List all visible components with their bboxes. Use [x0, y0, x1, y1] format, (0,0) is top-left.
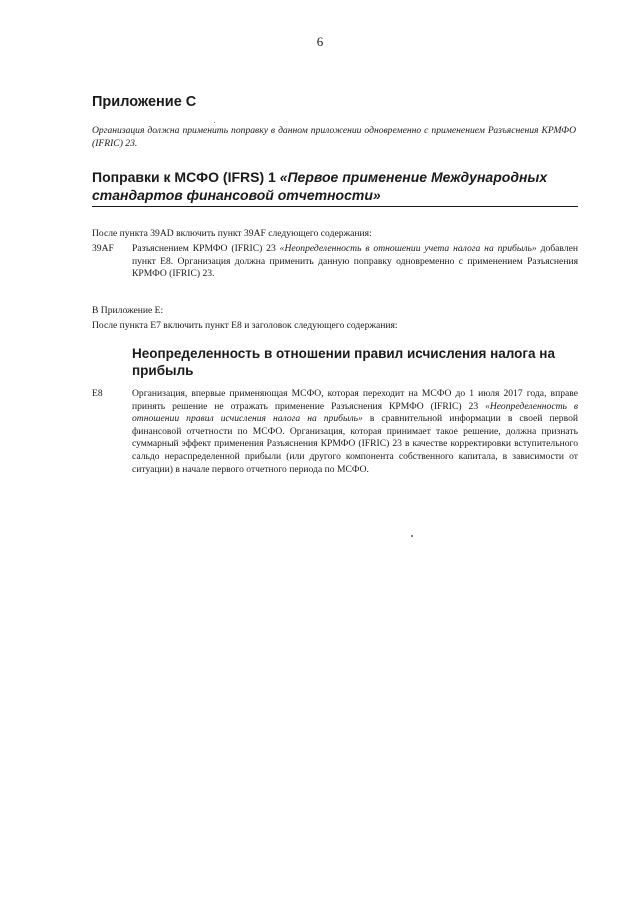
paragraph-39af	[92, 243, 578, 283]
page-number: 6	[316, 34, 324, 49]
amendment-heading-standard: Поправки к МСФО (IFRS) 1	[92, 169, 280, 185]
section2-heading: Неопределенность в отношении правил исчисления налога на прибыль	[132, 346, 555, 378]
paragraph-text-part: в сравнительной информации в своей первой финансовой отчетности по МСФО. Организация, которая принимает такое решение, должна признать суммарный эффект применения Разъяснения КРМФО (IFRIC) 23 в качестве корректировки вступительного сальдо нераспределенной прибыли (или другого компонента собственного капитала, в зависимости от ситуации) в начале первого отчетного периода по МСФО.	[132, 413, 578, 475]
paragraph-text-italic: «Неопределенность в отношении учета налога на прибыль»	[279, 243, 537, 254]
section2-intro-b: После пункта E7 включить пункт E8 и заголовок следующего содержания:	[92, 320, 398, 331]
paragraph-text-italic: «Неопределенность в отношении правил исчисления налога на прибыль»	[132, 400, 578, 425]
paragraph-text-part: Организация, впервые применяющая МСФО, которая переходит на МСФО до 1 июля 2017 года, вправе принять решение не отражать применение Разъяснения КРМФО (IFRIC) 23	[132, 388, 578, 412]
paragraph-text	[132, 243, 578, 281]
appendix-title: Приложение С	[92, 94, 197, 110]
amendment-heading	[92, 168, 578, 207]
paragraph-text-part: Разъяснением КРМФО (IFRIC) 23	[132, 243, 280, 254]
appendix-note: Организация должна применить поправку в данном приложении одновременно с применением Разъяснения КРМФО (IFRIC) 23.	[92, 125, 576, 149]
paragraph-e8	[92, 388, 578, 488]
paragraph-number: 39AF	[92, 243, 114, 254]
paragraph-text-part: добавлен пункт E8. Организация должна применить данную поправку одновременно с применением Разъяснения КРМФО (IFRIC) 23.	[132, 243, 578, 280]
scan-speck	[214, 122, 215, 123]
section1-intro: После пункта 39AD включить пункт 39AF следующего содержания:	[92, 228, 372, 239]
scan-speck	[411, 535, 413, 537]
section2-intro-a: В Приложение E:	[92, 305, 164, 316]
paragraph-text	[132, 388, 578, 476]
amendment-heading-title: «Первое применение Международных стандартов финансовой отчетности»	[92, 169, 548, 203]
paragraph-number: E8	[92, 388, 103, 399]
